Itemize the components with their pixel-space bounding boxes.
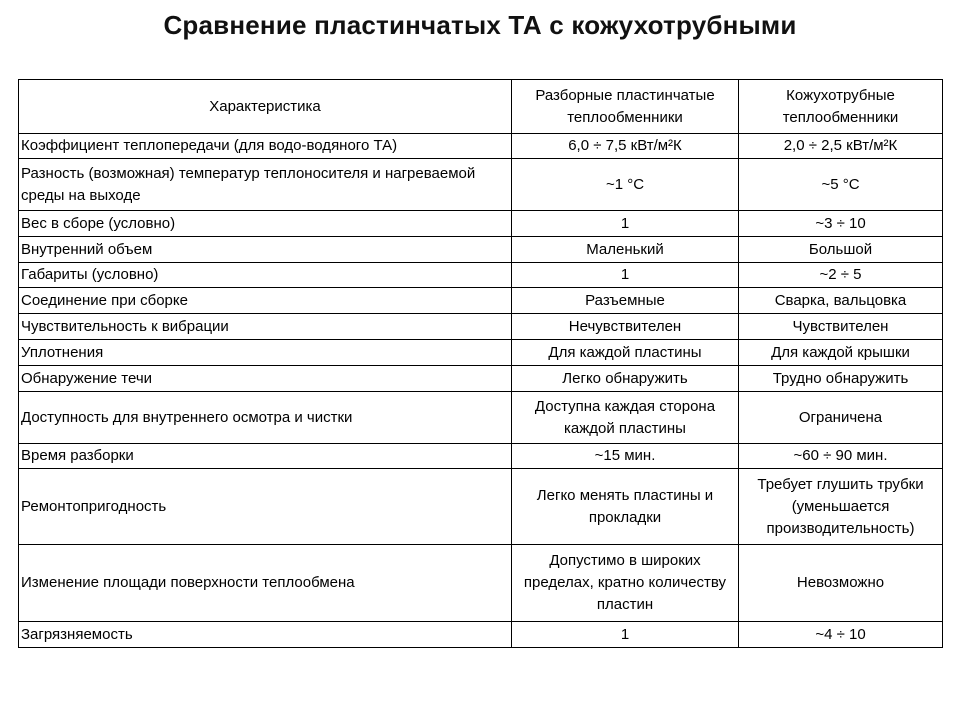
shell-tube-value: Сварка, вальцовка (739, 288, 943, 314)
table-row (19, 366, 943, 392)
header-characteristic: Характеристика (19, 80, 512, 134)
header-plate: Разборные пластинчатые теплообменники (512, 80, 739, 134)
shell-tube-value: 2,0 ÷ 2,5 кВт/м²К (739, 134, 943, 159)
row-label: Ремонтопригодность (19, 469, 512, 545)
row-label: Уплотнения (19, 340, 512, 366)
table-row (19, 314, 943, 340)
shell-tube-value: ~3 ÷ 10 (739, 211, 943, 237)
plate-value: 1 (512, 622, 739, 648)
plate-value: Допустимо в широких пределах, кратно количеству пластин (512, 545, 739, 622)
comparison-table (18, 79, 943, 648)
table-row (19, 545, 943, 622)
shell-tube-value: Невозможно (739, 545, 943, 622)
table-row (19, 622, 943, 648)
table-row (19, 469, 943, 545)
table-row (19, 288, 943, 314)
row-label: Изменение площади поверхности теплообмена (19, 545, 512, 622)
shell-tube-value: Требует глушить трубки (уменьшается производительность) (739, 469, 943, 545)
shell-tube-value: ~60 ÷ 90 мин. (739, 444, 943, 469)
shell-tube-value: ~4 ÷ 10 (739, 622, 943, 648)
plate-value: 1 (512, 263, 739, 288)
header-shell-tube: Кожухотрубные теплообменники (739, 80, 943, 134)
row-label: Доступность для внутреннего осмотра и чистки (19, 392, 512, 444)
plate-value: Для каждой пластины (512, 340, 739, 366)
plate-value: Маленький (512, 237, 739, 263)
table-row (19, 134, 943, 159)
plate-value: ~1 °С (512, 159, 739, 211)
plate-value: Нечувствителен (512, 314, 739, 340)
plate-value: Разъемные (512, 288, 739, 314)
row-label: Вес в сборе (условно) (19, 211, 512, 237)
table-row (19, 444, 943, 469)
slide-title: Сравнение пластинчатых ТА с кожухотрубными (163, 10, 797, 40)
row-label: Обнаружение течи (19, 366, 512, 392)
row-label: Загрязняемость (19, 622, 512, 648)
shell-tube-value: Ограничена (739, 392, 943, 444)
shell-tube-value: Большой (739, 237, 943, 263)
shell-tube-value: Чувствителен (739, 314, 943, 340)
table-row (19, 211, 943, 237)
table-header-row (19, 80, 943, 134)
row-label: Время разборки (19, 444, 512, 469)
plate-value: Доступна каждая сторона каждой пластины (512, 392, 739, 444)
table-row (19, 263, 943, 288)
plate-value: 6,0 ÷ 7,5 кВт/м²К (512, 134, 739, 159)
table-row (19, 237, 943, 263)
plate-value: Легко менять пластины и прокладки (512, 469, 739, 545)
row-label: Габариты (условно) (19, 263, 512, 288)
shell-tube-value: Трудно обнаружить (739, 366, 943, 392)
table-row (19, 159, 943, 211)
row-label: Соединение при сборке (19, 288, 512, 314)
plate-value: Легко обнаружить (512, 366, 739, 392)
row-label: Чувствительность к вибрации (19, 314, 512, 340)
plate-value: ~15 мин. (512, 444, 739, 469)
row-label: Внутренний объем (19, 237, 512, 263)
shell-tube-value: ~5 °С (739, 159, 943, 211)
row-label: Коэффициент теплопередачи (для водо-водяного ТА) (19, 134, 512, 159)
table-row (19, 392, 943, 444)
row-label: Разность (возможная) температур теплоносителя и нагреваемой среды на выходе (19, 159, 512, 211)
shell-tube-value: Для каждой крышки (739, 340, 943, 366)
table-row (19, 340, 943, 366)
shell-tube-value: ~2 ÷ 5 (739, 263, 943, 288)
plate-value: 1 (512, 211, 739, 237)
